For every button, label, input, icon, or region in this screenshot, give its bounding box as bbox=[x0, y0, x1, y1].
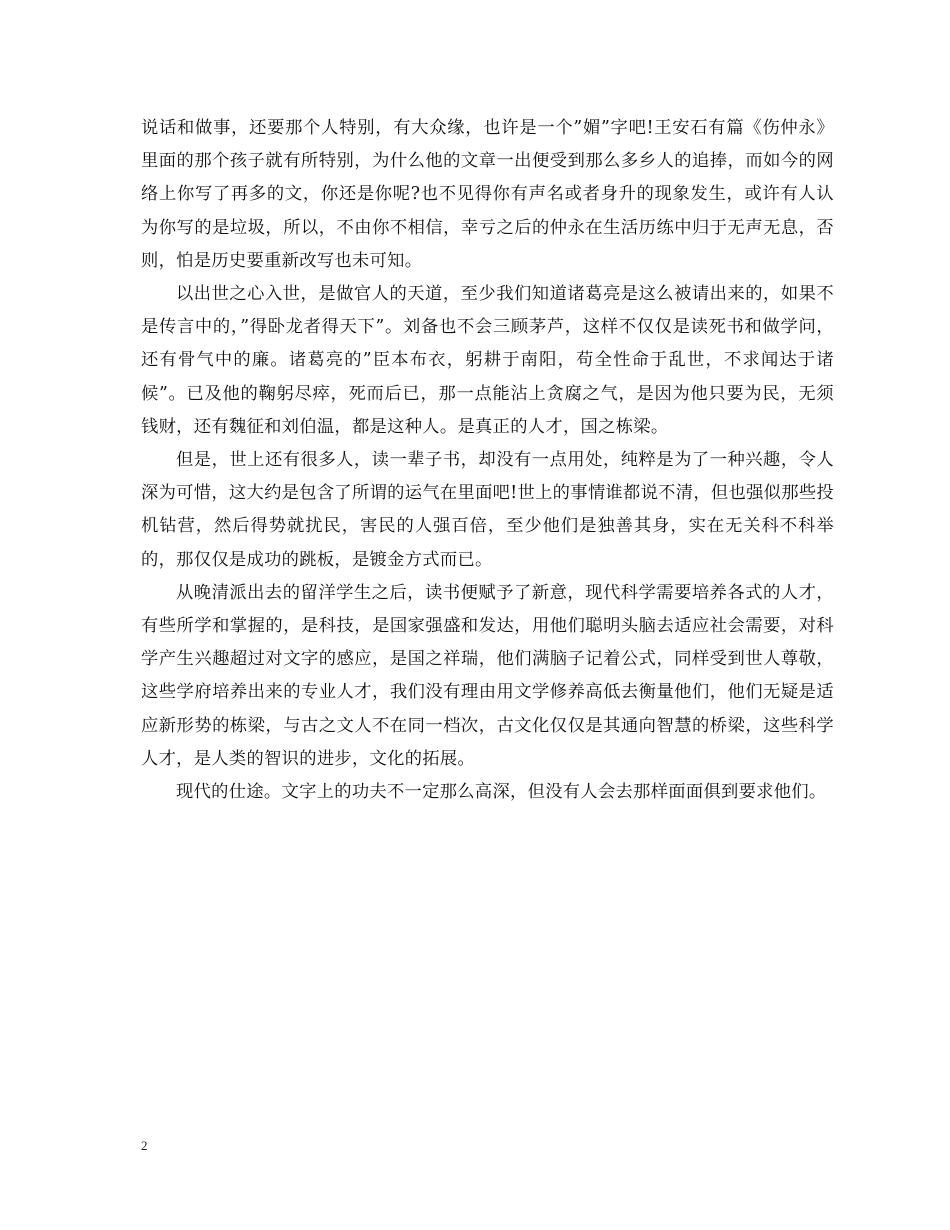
paragraph-3: 但是，世上还有很多人，读一辈子书，却没有一点用处，纯粹是为了一种兴趣，令人深为可惜，这大约是包含了所谓的运气在里面吧!世上的事情谁都说不清，但也强似那些投机钻营，然后得势就扰民，害民的人强百倍，至少他们是独善其身，实在无关科不科举的，那仅仅是成功的跳板，是镀金方式而已。 bbox=[141, 450, 834, 570]
paragraph-1: 说话和做事，还要那个人特别，有大众缘，也许是一个”媚”字吧!王安石有篇《伤仲永》里面的那个孩子就有所特别，为什么他的文章一出便受到那么多乡人的追捧，而如今的网络上你写了再多的文，你还是你呢?也不见得你有声名或者身升的现象发生，或许有人认为你写的是垃圾，所以，不由你不相信，幸亏之后的仲永在生活历练中归于无声无息，否则，怕是历史要重新改写也未可知。 bbox=[141, 118, 834, 271]
body-text bbox=[141, 112, 834, 809]
paragraph-2: 以出世之心入世，是做官人的天道，至少我们知道诸葛亮是这么被请出来的，如果不是传言中的，”得卧龙者得天下”。刘备也不会三顾茅芦，这样不仅仅是读死书和做学问，还有骨气中的廉。诸葛亮的”臣本布衣，躬耕于南阳，苟全性命于乱世，不求闻达于诸候”。已及他的鞠躬尽瘁，死而后已，那一点能沾上贪腐之气，是因为他只要为民，无须钱财，还有魏征和刘伯温，都是这种人。是真正的人才，国之栋梁。 bbox=[141, 284, 834, 437]
paragraph-5: 现代的仕途。文字上的功夫不一定那么高深，但没有人会去那样面面俱到要求他们。 bbox=[176, 782, 827, 803]
paragraph-4: 从晚清派出去的留洋学生之后，读书便赋予了新意，现代科学需要培养各式的人才，有些所学和掌握的，是科技，是国家强盛和发达，用他们聪明头脑去适应社会需要，对科学产生兴趣超过对文字的感应，是国之祥瑞，他们满脑子记着公式，同样受到世人尊敬，这些学府培养出来的专业人才，我们没有理由用文学修养高低去衡量他们，他们无疑是适应新形势的栋梁，与古之文人不在同一档次，古文化仅仅是其通向智慧的桥梁，这些科学人才，是人类的智识的进步，文化的拓展。 bbox=[141, 582, 834, 769]
page-number: 2 bbox=[141, 1138, 148, 1153]
